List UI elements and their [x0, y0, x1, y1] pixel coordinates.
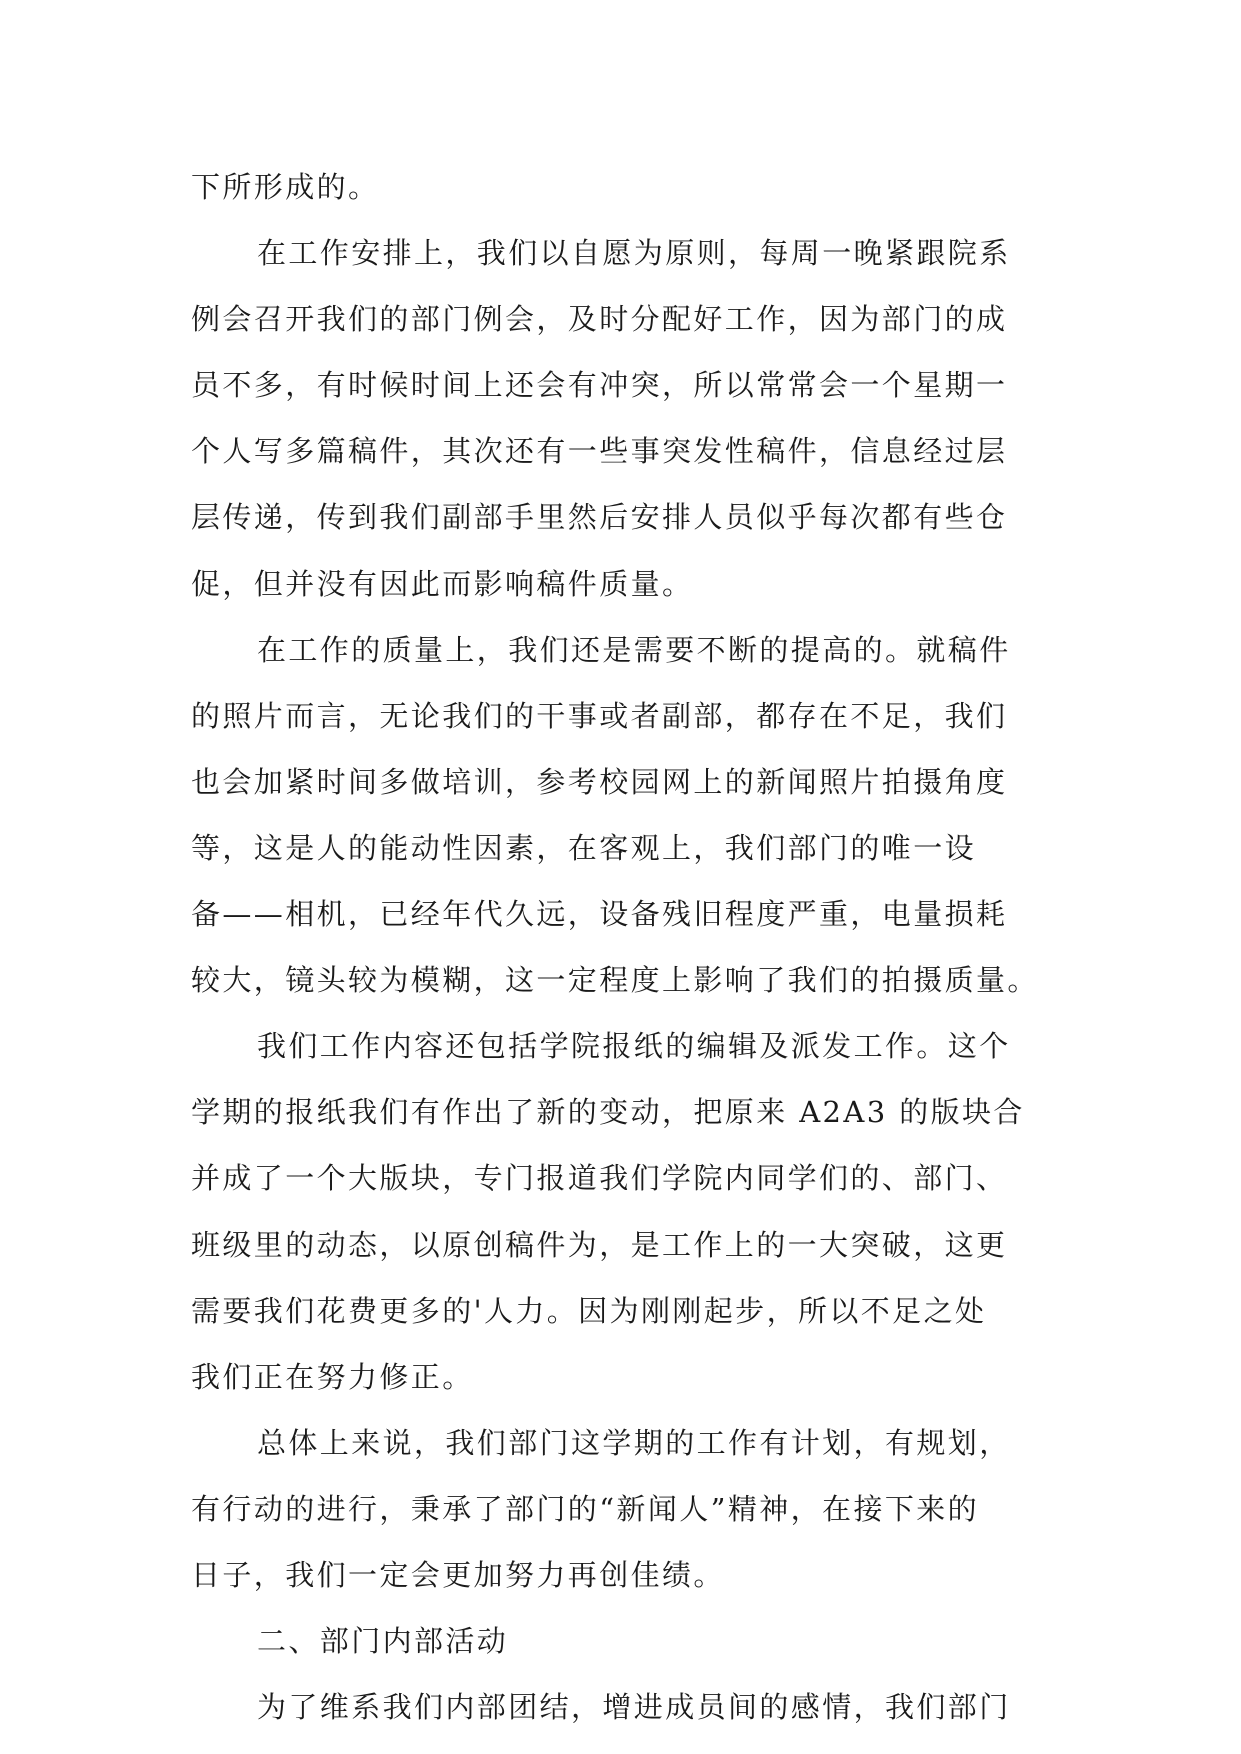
- text-line: 下所形成的。: [191, 170, 380, 204]
- text-line: 备——相机，已经年代久远，设备残旧程度严重，电量损耗: [191, 897, 1008, 932]
- paragraph-start-line: 在工作的质量上，我们还是需要不断的提高的。就稿件: [257, 632, 1011, 667]
- text-line: 我们正在努力修正。: [191, 1359, 474, 1394]
- paragraph-start-line: 我们工作内容还包括学院报纸的编辑及派发工作。这个: [257, 1029, 1011, 1064]
- text-line: 促，但并没有因此而影响稿件质量。: [191, 566, 694, 601]
- body-text: [191, 154, 1061, 1740]
- text-line: 个人写多篇稿件，其次还有一些事突发性稿件，信息经过层: [191, 434, 1008, 469]
- text-line: 例会召开我们的部门例会，及时分配好工作，因为部门的成: [191, 302, 1008, 337]
- text-line: 员不多，有时候时间上还会有冲突，所以常常会一个星期一: [191, 368, 1008, 403]
- paragraph-start-line: 总体上来说，我们部门这学期的工作有计划，有规划，: [257, 1425, 1011, 1460]
- text-line: 也会加紧时间多做培训，参考校园网上的新闻照片拍摄角度: [191, 764, 1008, 799]
- text-line: 需要我们花费更多的'人力。因为刚刚起步，所以不足之处: [191, 1293, 987, 1328]
- text-line: 有行动的进行，秉承了部门的“新闻人”精神，在接下来的: [191, 1491, 980, 1526]
- text-line: 日子，我们一定会更加努力再创佳绩。: [191, 1557, 725, 1592]
- text-line: 较大，镜头较为模糊，这一定程度上影响了我们的拍摄质量。: [191, 963, 1039, 998]
- text-line: 班级里的动态，以原创稿件为，是工作上的一大突破，这更: [191, 1227, 1008, 1262]
- text-line: 等，这是人的能动性因素，在客观上，我们部门的唯一设: [191, 830, 977, 865]
- text-line: 并成了一个大版块，专门报道我们学院内同学们的、部门、: [191, 1161, 1008, 1196]
- paragraph-start-line: 在工作安排上，我们以自愿为原则，每周一晚紧跟院系: [257, 236, 1011, 271]
- text-line: 层传递，传到我们副部手里然后安排人员似乎每次都有些仓: [191, 500, 1008, 535]
- paragraph-start-line: 为了维系我们内部团结，增进成员间的感情，我们部门: [257, 1690, 1011, 1725]
- text-line: 学期的报纸我们有作出了新的变动，把原来 A2A3 的版块合: [191, 1095, 1025, 1130]
- text-line: 的照片而言，无论我们的干事或者副部，都存在不足，我们: [191, 698, 1008, 733]
- section-heading: 二、部门内部活动: [257, 1624, 509, 1659]
